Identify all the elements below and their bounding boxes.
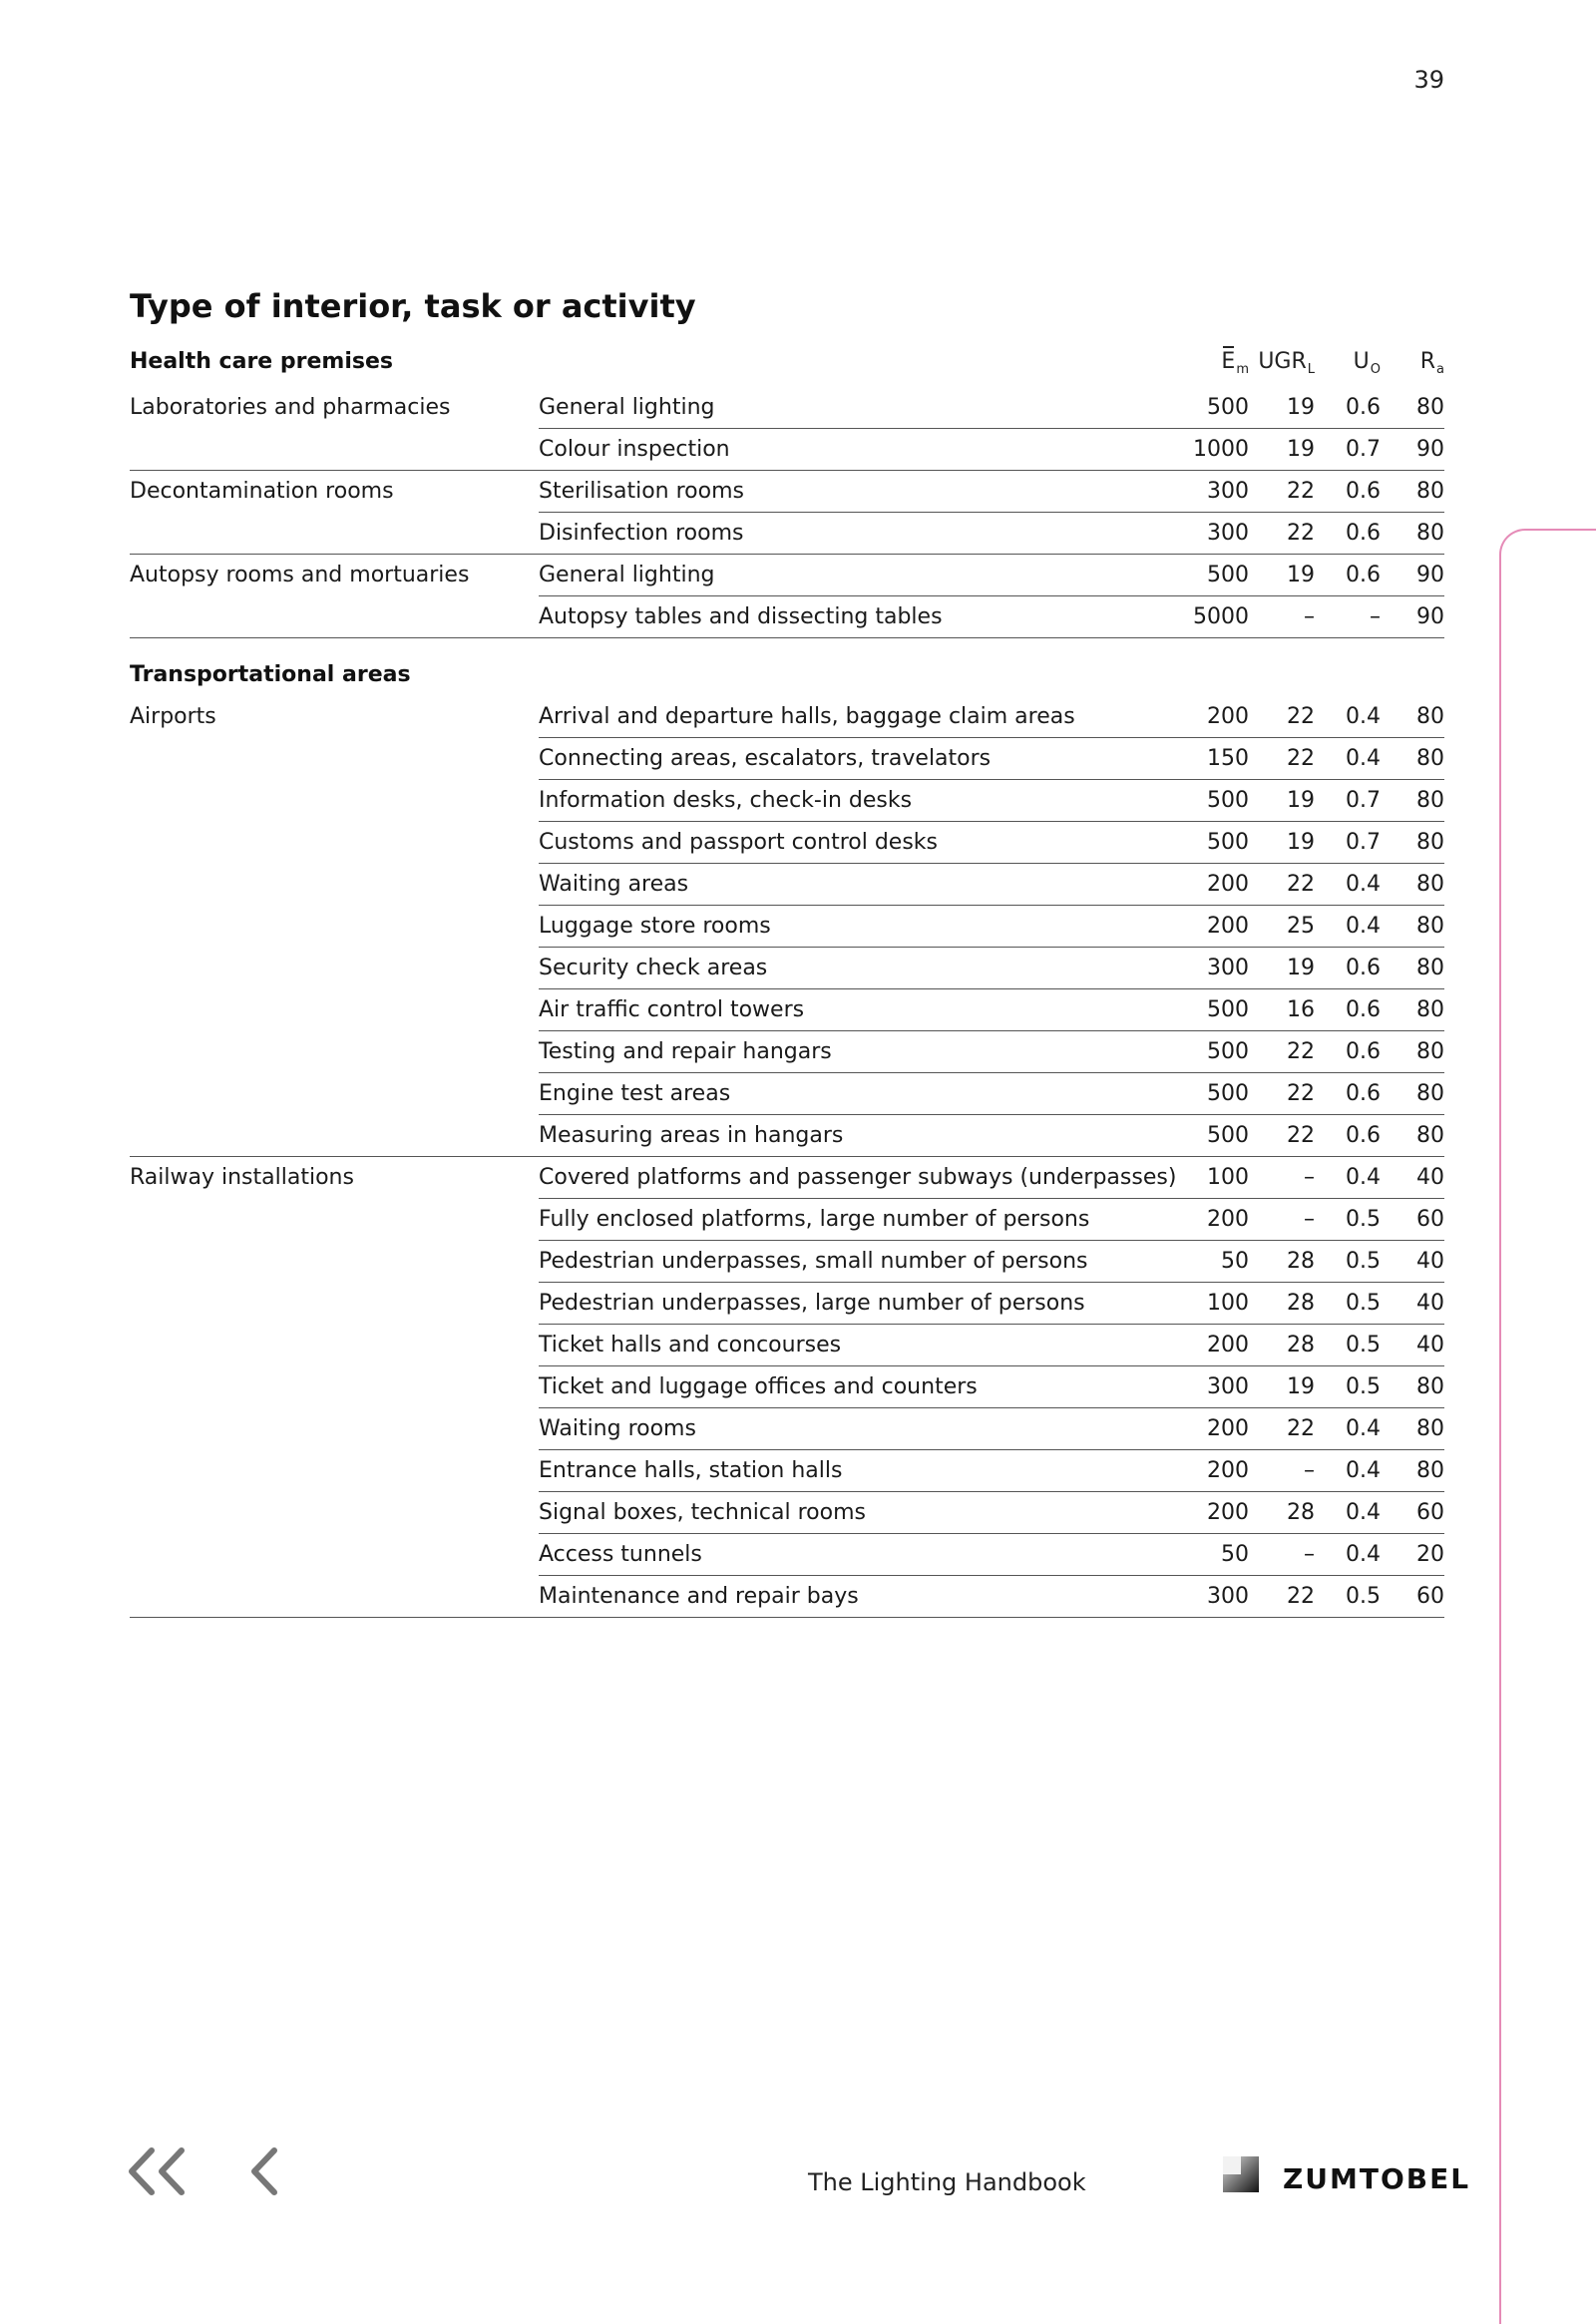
- table-row: [130, 596, 1444, 638]
- row-task: Entrance halls, station halls: [539, 1458, 843, 1483]
- row-ugr-value: 16: [1287, 997, 1315, 1022]
- row-uo-value: 0.6: [1346, 479, 1381, 504]
- table-row: [130, 1576, 1444, 1618]
- row-em-value: 150: [1207, 746, 1249, 771]
- table-row: [130, 1073, 1444, 1115]
- row-em-value: 200: [1207, 914, 1249, 939]
- row-ugr-value: 19: [1287, 1374, 1315, 1399]
- row-uo-value: 0.6: [1346, 1039, 1381, 1064]
- row-task: Information desks, check-in desks: [539, 788, 913, 813]
- row-ugr-value: 22: [1287, 1039, 1315, 1064]
- row-ra-value: 60: [1416, 1500, 1444, 1525]
- row-task: Maintenance and repair bays: [539, 1584, 859, 1609]
- table-row: [130, 822, 1444, 864]
- table-row: [130, 948, 1444, 989]
- row-ra-value: 80: [1416, 1081, 1444, 1106]
- row-ra-value: 80: [1416, 914, 1444, 939]
- row-task: Pedestrian underpasses, large number of persons: [539, 1291, 1085, 1316]
- row-em-value: 300: [1207, 956, 1249, 980]
- row-em-value: 200: [1207, 1416, 1249, 1441]
- row-category: Railway installations: [130, 1165, 354, 1190]
- table-row: [130, 864, 1444, 906]
- row-ra-value: 80: [1416, 704, 1444, 729]
- row-ra-value: 80: [1416, 1123, 1444, 1148]
- table-row: [130, 1031, 1444, 1073]
- row-ra-value: 40: [1416, 1333, 1444, 1357]
- double-chevron-left-icon: [126, 2146, 190, 2196]
- row-uo-value: 0.4: [1346, 914, 1381, 939]
- row-ugr-value: –: [1304, 1542, 1315, 1567]
- row-em-value: 100: [1207, 1165, 1249, 1190]
- table-row: [130, 1325, 1444, 1366]
- row-task: Sterilisation rooms: [539, 479, 744, 504]
- row-ugr-value: 19: [1287, 830, 1315, 855]
- row-ra-value: 80: [1416, 788, 1444, 813]
- row-task: Testing and repair hangars: [539, 1039, 832, 1064]
- row-ra-value: 80: [1416, 830, 1444, 855]
- table-row: [130, 555, 1444, 596]
- row-ra-value: 80: [1416, 956, 1444, 980]
- row-ra-value: 80: [1416, 1039, 1444, 1064]
- row-ugr-value: 22: [1287, 479, 1315, 504]
- row-task: General lighting: [539, 395, 715, 420]
- row-em-value: 500: [1207, 1081, 1249, 1106]
- page-title: Type of interior, task or activity: [130, 287, 696, 325]
- row-ra-value: 40: [1416, 1249, 1444, 1274]
- row-ra-value: 90: [1416, 437, 1444, 462]
- row-category: Autopsy rooms and mortuaries: [130, 563, 470, 587]
- row-uo-value: 0.6: [1346, 997, 1381, 1022]
- row-uo-value: 0.4: [1346, 872, 1381, 897]
- table-row: [130, 738, 1444, 780]
- row-task: Engine test areas: [539, 1081, 731, 1106]
- table-row: [130, 1408, 1444, 1450]
- row-ra-value: 60: [1416, 1584, 1444, 1609]
- row-em-value: 500: [1207, 1039, 1249, 1064]
- row-ra-value: 80: [1416, 395, 1444, 420]
- row-uo-value: 0.6: [1346, 563, 1381, 587]
- row-divider: [130, 1617, 1444, 1618]
- row-category: Laboratories and pharmacies: [130, 395, 451, 420]
- row-uo-value: 0.7: [1346, 788, 1381, 813]
- row-task: Waiting areas: [539, 872, 689, 897]
- row-uo-value: 0.4: [1346, 704, 1381, 729]
- row-ugr-value: 28: [1287, 1249, 1315, 1274]
- col-header-em: $E_m$: [1221, 349, 1249, 377]
- row-ugr-value: 28: [1287, 1333, 1315, 1357]
- row-ugr-value: 22: [1287, 1081, 1315, 1106]
- row-em-value: 200: [1207, 1458, 1249, 1483]
- row-ra-value: 80: [1416, 479, 1444, 504]
- row-task: Access tunnels: [539, 1542, 702, 1567]
- previous-page-button[interactable]: [244, 2146, 284, 2196]
- row-em-value: 500: [1207, 788, 1249, 813]
- row-em-value: 200: [1207, 1333, 1249, 1357]
- row-em-value: 5000: [1193, 604, 1249, 629]
- table-row: [130, 1534, 1444, 1576]
- row-task: Measuring areas in hangars: [539, 1123, 844, 1148]
- row-ugr-value: 28: [1287, 1500, 1315, 1525]
- row-uo-value: 0.4: [1346, 746, 1381, 771]
- row-uo-value: –: [1370, 604, 1381, 629]
- row-uo-value: 0.4: [1346, 1165, 1381, 1190]
- section-heading: Transportational areas: [130, 662, 411, 687]
- row-task: Pedestrian underpasses, small number of persons: [539, 1249, 1088, 1274]
- row-uo-value: 0.4: [1346, 1458, 1381, 1483]
- row-ugr-value: 22: [1287, 704, 1315, 729]
- col-header-ra: $R_a$: [1419, 349, 1444, 377]
- row-ugr-value: 19: [1287, 563, 1315, 587]
- row-task: Air traffic control towers: [539, 997, 805, 1022]
- row-ugr-value: –: [1304, 1207, 1315, 1232]
- row-ra-value: 80: [1416, 521, 1444, 546]
- row-em-value: 500: [1207, 830, 1249, 855]
- row-uo-value: 0.5: [1346, 1207, 1381, 1232]
- row-uo-value: 0.4: [1346, 1500, 1381, 1525]
- row-ugr-value: 19: [1287, 437, 1315, 462]
- row-uo-value: 0.6: [1346, 1081, 1381, 1106]
- row-ra-value: 80: [1416, 746, 1444, 771]
- row-em-value: 200: [1207, 872, 1249, 897]
- row-uo-value: 0.6: [1346, 521, 1381, 546]
- table-row: [130, 429, 1444, 471]
- row-em-value: 200: [1207, 1500, 1249, 1525]
- row-uo-value: 0.5: [1346, 1249, 1381, 1274]
- row-task: Disinfection rooms: [539, 521, 744, 546]
- row-task: Autopsy tables and dissecting tables: [539, 604, 943, 629]
- row-uo-value: 0.5: [1346, 1374, 1381, 1399]
- row-ugr-value: 19: [1287, 956, 1315, 980]
- row-task: Colour inspection: [539, 437, 730, 462]
- table-row: [130, 1241, 1444, 1283]
- row-uo-value: 0.4: [1346, 1542, 1381, 1567]
- row-ugr-value: 22: [1287, 1584, 1315, 1609]
- table-row: [130, 1199, 1444, 1241]
- row-task: Arrival and departure halls, baggage claim areas: [539, 704, 1075, 729]
- row-task: General lighting: [539, 563, 715, 587]
- row-ra-value: 80: [1416, 1374, 1444, 1399]
- row-ra-value: 90: [1416, 563, 1444, 587]
- section-heading: Health care premises: [130, 349, 393, 374]
- row-em-value: 500: [1207, 1123, 1249, 1148]
- row-category: Decontamination rooms: [130, 479, 394, 504]
- row-ra-value: 20: [1416, 1542, 1444, 1567]
- row-em-value: 50: [1221, 1542, 1249, 1567]
- row-em-value: 300: [1207, 1584, 1249, 1609]
- row-task: Security check areas: [539, 956, 768, 980]
- row-ra-value: 40: [1416, 1291, 1444, 1316]
- table-row: [130, 1283, 1444, 1325]
- side-tab-marker: [1499, 529, 1596, 2324]
- row-ra-value: 60: [1416, 1207, 1444, 1232]
- row-em-value: 500: [1207, 997, 1249, 1022]
- row-task: Fully enclosed platforms, large number of persons: [539, 1207, 1090, 1232]
- row-em-value: 200: [1207, 1207, 1249, 1232]
- row-em-value: 1000: [1193, 437, 1249, 462]
- row-uo-value: 0.6: [1346, 395, 1381, 420]
- row-ra-value: 80: [1416, 1416, 1444, 1441]
- row-em-value: 300: [1207, 521, 1249, 546]
- row-ugr-value: 22: [1287, 746, 1315, 771]
- row-task: Customs and passport control desks: [539, 830, 938, 855]
- table-row: [130, 513, 1444, 555]
- row-em-value: 500: [1207, 563, 1249, 587]
- zumtobel-logo-mark: [1223, 2156, 1259, 2192]
- first-page-button[interactable]: [126, 2146, 190, 2196]
- row-task: Connecting areas, escalators, travelators: [539, 746, 992, 771]
- row-em-value: 200: [1207, 704, 1249, 729]
- row-uo-value: 0.7: [1346, 437, 1381, 462]
- row-em-value: 500: [1207, 395, 1249, 420]
- row-ra-value: 80: [1416, 872, 1444, 897]
- row-ugr-value: 19: [1287, 395, 1315, 420]
- row-ugr-value: 19: [1287, 788, 1315, 813]
- row-ugr-value: –: [1304, 604, 1315, 629]
- row-ugr-value: 28: [1287, 1291, 1315, 1316]
- row-category: Airports: [130, 704, 216, 729]
- table-row: [130, 989, 1444, 1031]
- row-em-value: 300: [1207, 479, 1249, 504]
- row-uo-value: 0.6: [1346, 956, 1381, 980]
- row-task: Luggage store rooms: [539, 914, 771, 939]
- row-ra-value: 80: [1416, 997, 1444, 1022]
- row-em-value: 300: [1207, 1374, 1249, 1399]
- row-ugr-value: 22: [1287, 1416, 1315, 1441]
- row-task: Waiting rooms: [539, 1416, 696, 1441]
- row-uo-value: 0.7: [1346, 830, 1381, 855]
- row-ugr-value: 25: [1287, 914, 1315, 939]
- row-ra-value: 90: [1416, 604, 1444, 629]
- chevron-left-icon: [244, 2146, 284, 2196]
- table-row: [130, 906, 1444, 948]
- table-row: [130, 1157, 1444, 1199]
- row-em-value: 100: [1207, 1291, 1249, 1316]
- col-header-uo: $U_O$: [1353, 349, 1381, 377]
- row-ugr-value: –: [1304, 1165, 1315, 1190]
- table-row: [130, 1450, 1444, 1492]
- row-task: Covered platforms and passenger subways (underpasses): [539, 1165, 1177, 1190]
- page-number: 39: [1413, 66, 1444, 94]
- row-ugr-value: 22: [1287, 872, 1315, 897]
- table-row: [130, 1366, 1444, 1408]
- row-uo-value: 0.5: [1346, 1333, 1381, 1357]
- row-ugr-value: 22: [1287, 521, 1315, 546]
- row-divider: [130, 637, 1444, 638]
- row-uo-value: 0.4: [1346, 1416, 1381, 1441]
- footer-title: The Lighting Handbook: [808, 2168, 1086, 2196]
- row-uo-value: 0.5: [1346, 1291, 1381, 1316]
- table-row: [130, 471, 1444, 513]
- row-ugr-value: –: [1304, 1458, 1315, 1483]
- row-ra-value: 40: [1416, 1165, 1444, 1190]
- row-ugr-value: 22: [1287, 1123, 1315, 1148]
- table-row: [130, 696, 1444, 738]
- table-row: [130, 780, 1444, 822]
- col-header-ugr: $UGR_L$: [1258, 349, 1315, 377]
- brand-name: ZUMTOBEL: [1283, 2162, 1471, 2195]
- table-row: [130, 1492, 1444, 1534]
- row-task: Ticket and luggage offices and counters: [539, 1374, 978, 1399]
- table-row: [130, 387, 1444, 429]
- table-row: [130, 1115, 1444, 1157]
- row-uo-value: 0.6: [1346, 1123, 1381, 1148]
- row-em-value: 50: [1221, 1249, 1249, 1274]
- row-task: Ticket halls and concourses: [539, 1333, 842, 1357]
- row-task: Signal boxes, technical rooms: [539, 1500, 866, 1525]
- row-uo-value: 0.5: [1346, 1584, 1381, 1609]
- row-ra-value: 80: [1416, 1458, 1444, 1483]
